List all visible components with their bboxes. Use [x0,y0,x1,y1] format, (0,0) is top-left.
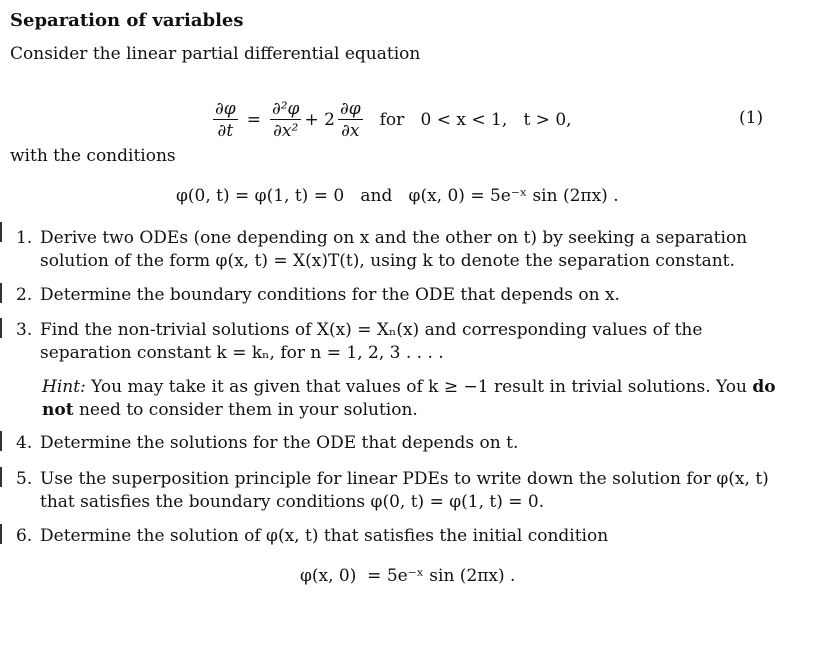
section-title: Separation of variables [10,10,244,31]
equals-sign: = [246,110,261,130]
initial-condition-equation: φ(x, 0) = 5e⁻ˣ sin (2πx) . [300,566,516,586]
equation-number: (1) [739,108,764,128]
pde-equation [210,90,572,150]
conditions-text: with the conditions [10,146,176,166]
boundary-conditions: φ(0, t) = φ(1, t) = 0 and φ(x, 0) = 5e⁻ˣ sin (2πx) . [176,186,619,206]
plus-two: + 2 [304,110,335,130]
list-item: 5. Use the superposition principle for linear PDEs to write down the solution for φ(x, t) that satisfies the boundary conditions φ(0, t) = φ(1, t) = 0. [16,469,769,512]
list-item: 1. Derive two ODEs (one depending on x and the other on t) by seeking a separation solution of the form φ(x, t) = X(x)T(t), using k to denote the separation constant. [16,228,748,271]
list-item: 6. Determine the solution of φ(x, t) that satisfies the initial condition [16,526,609,546]
margin-bar [0,467,2,487]
margin-bar [0,283,2,303]
margin-bar [0,222,2,242]
second-derivative-term: $\frac{\text{∂²φ}}{\text{∂x²}}$ [271,98,300,141]
intro-text: Consider the linear partial differential equation [10,44,421,64]
list-item: 2. Determine the boundary conditions for the ODE that depends on x. [16,285,620,305]
margin-bar [0,431,2,451]
lhs-fraction: $\frac{\partial\varphi}{\partial t}$ [215,98,236,141]
equation-domain: for 0 < x < 1, t > 0, [379,110,572,130]
first-derivative-term: $\frac{\partial\varphi}{\partial x}$ [339,98,361,141]
margin-bar [0,524,2,544]
list-item: 4. Determine the solutions for the ODE that depends on t. [16,433,519,453]
list-item: 3. Find the non-trivial solutions of X(x) = Xₙ(x) and corresponding values of the separation constant k = kₙ, for n = 1, 2, 3 . . . . [16,320,703,363]
hint-paragraph: Hint: You may take it as given that values of k ≥ −1 result in trivial solutions. You do not need to consider them in your solution. [42,377,776,420]
margin-bar [0,318,2,338]
